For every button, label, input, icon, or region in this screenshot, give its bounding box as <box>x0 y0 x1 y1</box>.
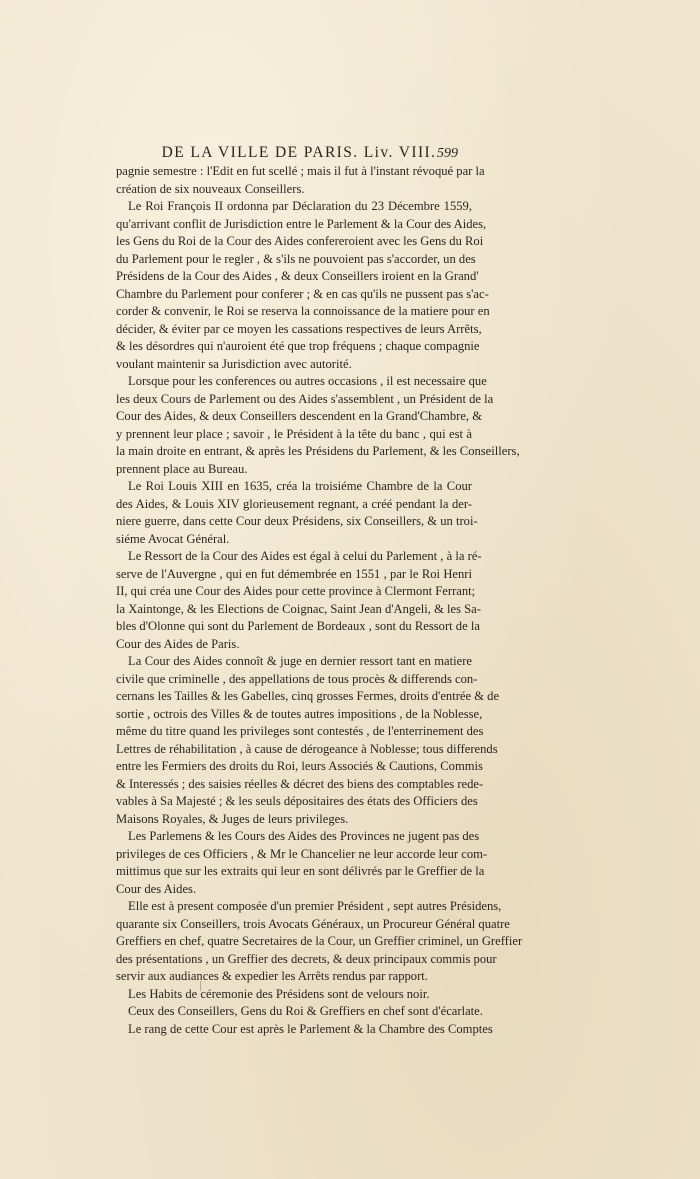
text-line: servir aux audiances & expedier les Arrêts rendus par rapport. <box>116 969 428 983</box>
text-line: serve de l'Auvergne , qui en fut démembrée en 1551 , par le Roi Henri <box>116 566 472 581</box>
text-line: des présentations , un Greffier des decrets, & deux principaux commis pour <box>116 951 497 966</box>
text-line: mittimus que sur les extraits qui leur en sont délivrés par le Greffier de la <box>116 864 485 878</box>
text-line: bles d'Olonne qui sont du Parlement de Bordeaux , sont du Ressort de la <box>116 619 480 633</box>
text-line: cernans les Tailles & les Gabelles, cinq grosses Fermes, droits d'entrée & de <box>116 689 500 703</box>
text-line: qu'arrivant conflit de Jurisdiction entre le Parlement & la Cour des Aides, <box>116 216 487 231</box>
text-line: Greffiers en chef, quatre Secretaires de la Cour, un Greffier criminel, un Greffier <box>116 934 523 948</box>
text-line: décider, & éviter par ce moyen les cassations respectives de leurs Arrêts, <box>116 321 482 336</box>
text-line: civile que criminelle , des appellations de tous procès & differends con- <box>116 671 478 686</box>
text-line: pagnie semestre : l'Edit en fut scellé ; mais il fut à l'instant révoqué par la <box>116 164 485 178</box>
body-text <box>116 163 523 1038</box>
page-number: 599 <box>437 146 458 161</box>
text-line: Maisons Royales, & Juges de leurs privileges. <box>116 811 349 826</box>
text-line: Ceux des Conseillers, Gens du Roi & Greffiers en chef sont d'écarlate. <box>128 1004 483 1018</box>
text-line: des Aides, & Louis XIV glorieusement regnant, a créé pendant la der- <box>116 496 472 511</box>
running-title: DE LA VILLE DE PARIS. Liv. VIII. <box>161 144 437 161</box>
text-line: du Parlement pour le regler , & s'ils ne pouvoient pas s'accorder, un des <box>116 251 476 266</box>
text-line: Chambre du Parlement pour conferer ; & en cas qu'ils ne pussent pas s'ac- <box>116 286 489 301</box>
text-line: Les Parlemens & les Cours des Aides des Provinces ne jugent pas des <box>128 829 480 843</box>
text-line: vables à Sa Majesté ; & les seuls dépositaires des états des Officiers des <box>116 794 478 808</box>
text-line: privileges de ces Officiers , & Mr le Chancelier ne leur accorde leur com- <box>116 846 488 861</box>
text-line: voulant maintenir sa Jurisdiction avec autorité. <box>116 356 352 371</box>
text-line: La Cour des Aides connoît & juge en dernier ressort tant en matiere <box>128 654 472 668</box>
text-line: la Xaintonge, & les Elections de Coignac, Saint Jean d'Angeli, & les Sa- <box>116 601 481 616</box>
text-line: Le Roi François II ordonna par Déclaration du 23 Décembre 1559, <box>128 199 472 213</box>
text-line: prennent place au Bureau. <box>116 461 248 476</box>
text-line: & Interessés ; des saisies réelles & décret des biens des comptables rede- <box>116 776 484 791</box>
text-line: entre les Fermiers des droits du Roi, leurs Associés & Cautions, Commis <box>116 759 483 773</box>
text-line: Elle est à present composée d'un premier Président , sept autres Présidens, <box>128 899 502 913</box>
text-line: Cour des Aides, & deux Conseillers descendent en la Grand'Chambre, & <box>116 409 483 423</box>
text-line: Le Ressort de la Cour des Aides est égal à celui du Parlement , à la ré- <box>128 549 482 563</box>
text-line: niere guerre, dans cette Cour deux Présidens, six Conseillers, & un troi- <box>116 514 478 528</box>
text-line: y prennent leur place ; savoir , le Président à la tête du banc , qui est à <box>116 426 472 441</box>
text-line: Le Roi Louis XIII en 1635, créa la troisiéme Chambre de la Cour <box>128 479 472 493</box>
text-line: Cour des Aides de Paris. <box>116 636 240 651</box>
text-line: siéme Avocat Général. <box>116 531 230 546</box>
text-line: Les Habits de céremonie des Présidens sont de velours noir. <box>128 986 430 1001</box>
text-line: Lettres de réhabilitation , à cause de dérogeance à Noblesse; tous differends <box>116 741 498 756</box>
text-line: Le rang de cette Cour est après le Parlement & la Chambre des Comptes <box>128 1021 493 1036</box>
text-line: quarante six Conseillers, trois Avocats Généraux, un Procureur Général quatre <box>116 916 510 931</box>
text-line: Lorsque pour les conferences ou autres occasions , il est necessaire que <box>128 374 487 388</box>
text-line: les Gens du Roi de la Cour des Aides confereroient avec les Gens du Roi <box>116 234 484 248</box>
text-line: II, qui créa une Cour des Aides pour cette province à Clermont Ferrant; <box>116 584 476 598</box>
paper-mark <box>200 981 201 991</box>
text-line: & les désordres qui n'auroient été que trop fréquens ; chaque compagnie <box>116 339 480 353</box>
text-line: sortie , octrois des Villes & de toutes autres impositions , de la Noblesse, <box>116 706 483 721</box>
text-line: Présidens de la Cour des Aides , & deux Conseillers iroient en la Grand' <box>116 269 479 283</box>
text-line: création de six nouveaux Conseillers. <box>116 181 305 196</box>
text-line: Cour des Aides. <box>116 881 197 896</box>
text-line: même du titre quand les privileges sont contestés , de l'enterrinement des <box>116 724 484 738</box>
text-line: les deux Cours de Parlement ou des Aides s'assemblent , un Président de la <box>116 391 494 406</box>
text-line: la main droite en entrant, & après les Présidens du Parlement, & les Conseillers, <box>116 444 520 458</box>
text-line: corder & convenir, le Roi se reserva la connoissance de la matiere pour en <box>116 304 490 318</box>
